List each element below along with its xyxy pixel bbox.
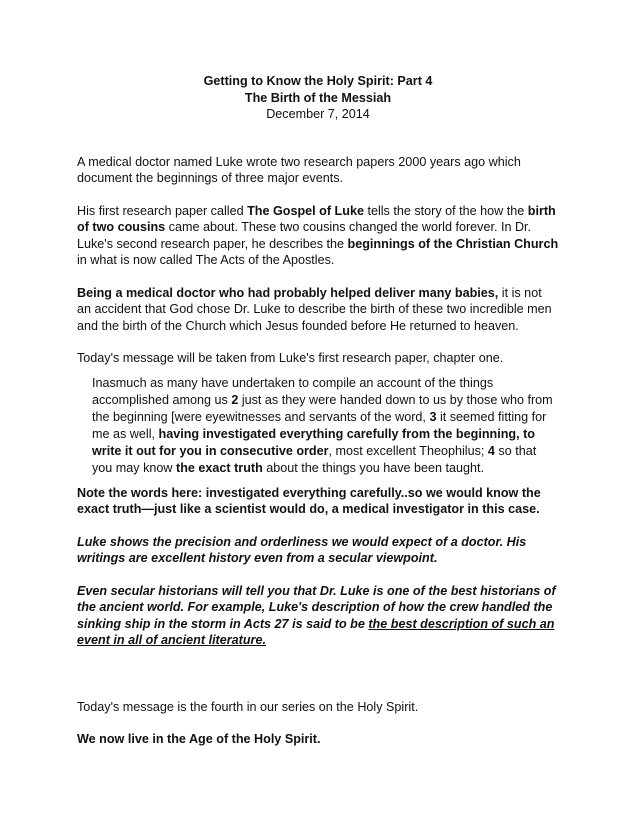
document-title: Getting to Know the Holy Spirit: Part 4 [203,74,433,88]
paragraph-text: His first research paper called [77,203,248,218]
paragraph-text: tells the story of the how the [363,203,528,218]
quote-text: just as they were handed down to us by those who from the beginning [were eyewitnesses and servants of the word, [92,392,553,424]
secular-historians-paragraph [77,583,559,649]
best-description-underlined: the best description of such an event in all of ancient literature. [77,616,555,647]
document-header [77,73,559,123]
quote-text: Inasmuch as many have undertaken to compile an account of the things accomplished among us [92,375,494,407]
quote-text: , most excellent Theophilus; [328,443,488,458]
quote-text: it seemed fitting for me as well, [92,409,547,441]
document-subtitle: The Birth of the Messiah [244,90,392,105]
quote-text: about the things you have been taught. [262,460,485,475]
precision-paragraph [77,534,559,567]
document-page [77,73,559,748]
series-paragraph: Today's message is the fourth in our series on the Holy Spirit. [77,699,419,714]
investigated-bold: having investigated everything carefully from the beginning, to write it out for you in consecutive order [92,426,535,458]
paragraph-text: came about. These two cousins changed the world forever. In Dr. Luke's second research paper, he describes the [77,220,532,251]
note-words-bold: Note the words here: investigated everything carefully..so we would know the exact truth—just like a scientist would do, a medical investigator in this case. [77,485,541,516]
precision-bold-italic: Luke shows the precision and orderliness we would expect of a doctor. His writings are excellent history even from a secular viewpoint. [77,534,527,565]
todays-message-paragraph: Today's message will be taken from Luke's first research paper, chapter one. [77,351,504,365]
paragraph-text: it is not an accident that God chose Dr. Luke to describe the birth of these two incredible men and the birth of the Church which Jesus founded before He returned to heaven. [77,285,552,333]
quote-text: so that you may know [92,443,537,475]
gospel-of-luke-bold: The Gospel of Luke [247,203,364,218]
paragraph-text: in what is now called The Acts of the Apostles. [77,253,335,267]
verse-number: 2 [231,392,239,407]
intro-paragraph: A medical doctor named Luke wrote two research papers 2000 years ago which document the beginnings of three major events. [77,154,521,185]
verse-number: 3 [429,409,437,424]
scripture-quote [77,375,559,477]
document-date: December 7, 2014 [266,107,370,121]
medical-doctor-bold: Being a medical doctor who had probably helped deliver many babies, [77,285,499,300]
age-of-spirit-paragraph [77,731,559,748]
exact-truth-bold: the exact truth [176,460,263,475]
medical-doctor-paragraph [77,285,559,335]
verse-number: 4 [487,443,495,458]
birth-of-two-cousins-bold: birth of two cousins [77,203,556,234]
first-paper-paragraph [77,203,559,269]
age-of-spirit-bold: We now live in the Age of the Holy Spirit. [77,732,321,746]
note-words-paragraph [77,485,559,518]
secular-historians-bold-italic: Even secular historians will tell you that Dr. Luke is one of the best historians of the ancient world. For example, Luke's description of how the crew handled the sinking ship in the storm in Acts 27 is said to be [77,583,556,631]
beginnings-church-bold: beginnings of the Christian Church [347,236,559,251]
